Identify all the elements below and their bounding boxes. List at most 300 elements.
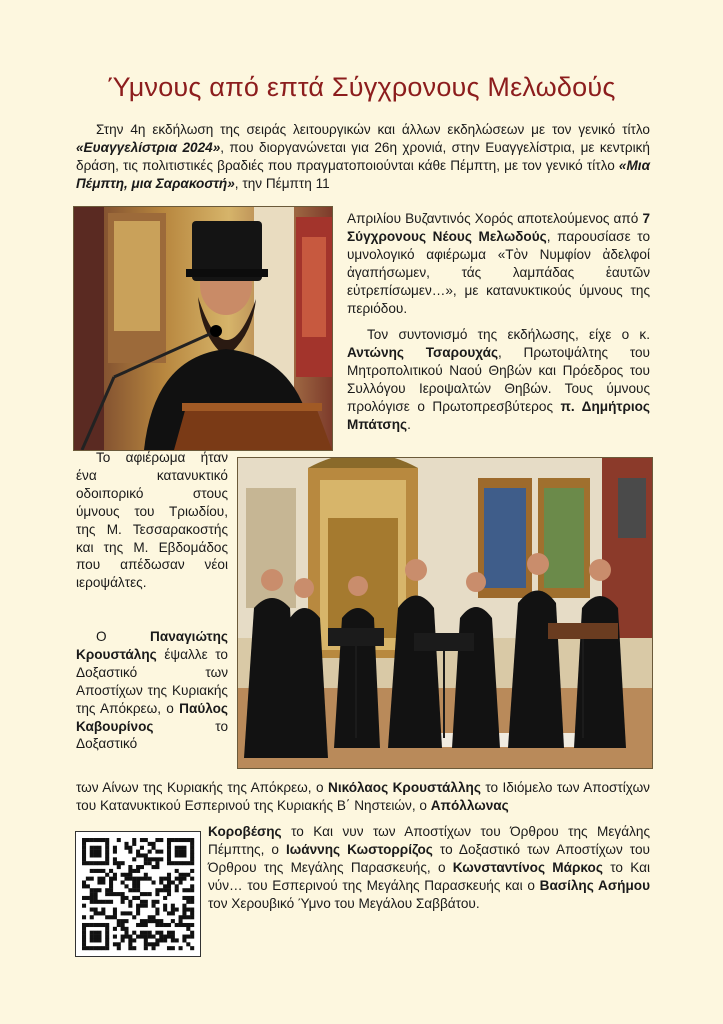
qr-module	[144, 892, 148, 896]
qr-module	[144, 904, 148, 908]
qr-module	[163, 938, 167, 942]
qr-module	[97, 900, 101, 904]
qr-module	[97, 850, 101, 854]
qr-module	[140, 935, 144, 939]
qr-module	[148, 850, 152, 854]
qr-module	[167, 931, 171, 935]
qr-module	[190, 850, 194, 854]
qr-module	[155, 838, 159, 842]
qr-module	[190, 915, 194, 919]
qr-module	[117, 892, 121, 896]
qr-module	[128, 900, 132, 904]
article-title: Ύμνους από επτά Σύγχρονους Μελωδούς	[107, 72, 616, 102]
qr-module	[101, 861, 105, 865]
qr-module	[140, 838, 144, 842]
qr-module	[167, 850, 171, 854]
qr-module	[90, 900, 94, 904]
qr-module	[136, 865, 140, 869]
qr-module	[152, 900, 156, 904]
qr-module	[90, 846, 94, 850]
qr-module	[97, 935, 101, 939]
qr-module	[101, 911, 105, 915]
qr-module	[132, 938, 136, 942]
qr-module	[182, 938, 186, 942]
qr-module	[190, 900, 194, 904]
qr-module	[186, 861, 190, 865]
qr-module	[144, 838, 148, 842]
qr-module	[113, 857, 117, 861]
qr-module	[109, 880, 113, 884]
qr-module	[124, 846, 128, 850]
qr-module	[86, 861, 90, 865]
qr-module	[182, 861, 186, 865]
qr-module	[105, 850, 109, 854]
qr-module	[82, 935, 86, 939]
qr-module	[175, 884, 179, 888]
qr-module	[182, 850, 186, 854]
qr-module	[152, 915, 156, 919]
qr-module	[159, 923, 163, 927]
qr-module	[190, 857, 194, 861]
qr-module	[109, 900, 113, 904]
qr-module	[167, 884, 171, 888]
qr-module	[113, 846, 117, 850]
qr-module	[182, 935, 186, 939]
qr-code[interactable]	[75, 831, 201, 957]
qr-module	[152, 942, 156, 946]
qr-module	[90, 915, 94, 919]
qr-module	[97, 938, 101, 942]
qr-module	[190, 853, 194, 857]
qr-module	[136, 869, 140, 873]
qr-module	[148, 919, 152, 923]
qr-module	[175, 923, 179, 927]
qr-module	[175, 888, 179, 892]
qr-module	[167, 935, 171, 939]
qr-module	[90, 938, 94, 942]
qr-module	[105, 888, 109, 892]
qr-module	[90, 850, 94, 854]
qr-module	[179, 838, 183, 842]
qr-module	[94, 861, 98, 865]
singer-2-name: Παύλος Καβουρίνος	[76, 700, 228, 734]
qr-module	[90, 935, 94, 939]
qr-module	[101, 946, 105, 950]
bottom-text-2: το Δοξαστικό των Αποστίχων του Όρθρου της Μεγάλης Παρασκευής, ο	[208, 841, 650, 875]
right2-text-3: .	[407, 416, 411, 432]
qr-module	[97, 861, 101, 865]
qr-module	[94, 853, 98, 857]
qr-module	[186, 888, 190, 892]
qr-module	[179, 873, 183, 877]
qr-module	[128, 846, 132, 850]
qr-module	[179, 946, 183, 950]
qr-module	[124, 842, 128, 846]
qr-module	[121, 880, 125, 884]
qr-module	[117, 838, 121, 842]
qr-module	[113, 908, 117, 912]
qr-module	[82, 846, 86, 850]
qr-module	[167, 888, 171, 892]
qr-module	[90, 946, 94, 950]
qr-module	[90, 908, 94, 912]
qr-module	[171, 904, 175, 908]
qr-module	[82, 838, 86, 842]
qr-module	[155, 865, 159, 869]
qr-module	[128, 869, 132, 873]
qr-module	[132, 838, 136, 842]
qr-module	[152, 946, 156, 950]
qr-module	[148, 935, 152, 939]
intro-text-3: , την Πέμπτη 11	[234, 175, 330, 191]
qr-module	[152, 880, 156, 884]
qr-module	[105, 931, 109, 935]
qr-module	[82, 942, 86, 946]
left-column-paragraph-2	[76, 628, 228, 753]
qr-module	[155, 938, 159, 942]
qr-module	[175, 846, 179, 850]
qr-module	[182, 853, 186, 857]
qr-module	[186, 838, 190, 842]
qr-module	[124, 896, 128, 900]
qr-module	[82, 927, 86, 931]
qr-module	[140, 892, 144, 896]
qr-module	[182, 888, 186, 892]
qr-module	[105, 846, 109, 850]
qr-module	[148, 842, 152, 846]
qr-module	[90, 861, 94, 865]
intro-text-1: Στην 4η εκδήλωση της σειράς λειτουργικών και άλλων εκδηλώσεων με τον γενικό τίτλο	[96, 122, 650, 137]
bottom-text-3: το Και νύν… του Εσπερινού της Μεγάλης Παρασκευής και ο	[208, 859, 650, 893]
qr-module	[86, 896, 90, 900]
qr-module	[155, 900, 159, 904]
qr-module	[128, 877, 132, 881]
qr-module	[155, 911, 159, 915]
qr-module	[190, 911, 194, 915]
qr-module	[155, 919, 159, 923]
qr-module	[136, 911, 140, 915]
singer-5-name: Ιωάννης Κωστορρίζος	[285, 841, 433, 857]
qr-module	[101, 869, 105, 873]
qr-module	[117, 919, 121, 923]
qr-module	[113, 861, 117, 865]
qr-module	[132, 869, 136, 873]
qr-module	[82, 880, 86, 884]
qr-module	[171, 861, 175, 865]
qr-module	[152, 865, 156, 869]
qr-module	[86, 884, 90, 888]
qr-module	[132, 880, 136, 884]
qr-module	[186, 935, 190, 939]
qr-module	[159, 931, 163, 935]
right-column-paragraph-2	[347, 326, 650, 433]
qr-module	[159, 877, 163, 881]
qr-module	[190, 838, 194, 842]
qr-module	[105, 942, 109, 946]
qr-module	[128, 865, 132, 869]
qr-module	[132, 931, 136, 935]
qr-module	[124, 919, 128, 923]
qr-module	[132, 842, 136, 846]
qr-module	[144, 938, 148, 942]
qr-module	[171, 838, 175, 842]
qr-module	[186, 927, 190, 931]
qr-module	[152, 846, 156, 850]
qr-module	[155, 931, 159, 935]
qr-module	[163, 904, 167, 908]
qr-module	[82, 904, 86, 908]
qr-module	[140, 877, 144, 881]
qr-module	[82, 857, 86, 861]
qr-module	[190, 861, 194, 865]
qr-module	[94, 846, 98, 850]
qr-module	[182, 904, 186, 908]
qr-module	[105, 900, 109, 904]
qr-module	[101, 908, 105, 912]
qr-module	[97, 846, 101, 850]
qr-module	[140, 931, 144, 935]
qr-module	[132, 884, 136, 888]
qr-module	[97, 923, 101, 927]
qr-module	[105, 938, 109, 942]
qr-module	[94, 946, 98, 950]
qr-module	[97, 888, 101, 892]
qr-module	[148, 857, 152, 861]
qr-module	[144, 900, 148, 904]
qr-module	[167, 838, 171, 842]
event-series-title: «Ευαγγελίστρια 2024»	[76, 139, 221, 155]
qr-module	[179, 853, 183, 857]
qr-module	[140, 919, 144, 923]
qr-module	[190, 877, 194, 881]
qr-module	[128, 911, 132, 915]
qr-module	[167, 946, 171, 950]
qr-module	[167, 857, 171, 861]
qr-module	[105, 946, 109, 950]
qr-module	[171, 908, 175, 912]
qr-module	[101, 877, 105, 881]
qr-module	[155, 888, 159, 892]
qr-module	[124, 935, 128, 939]
right2-text-1: Τον συντονισμό της εκδήλωσης, είχε ο κ.	[367, 327, 650, 342]
qr-module	[148, 861, 152, 865]
qr-module	[113, 927, 117, 931]
qr-module	[128, 946, 132, 950]
priest-photo	[73, 206, 333, 451]
qr-module	[128, 873, 132, 877]
qr-module	[179, 923, 183, 927]
qr-module	[159, 935, 163, 939]
qr-module	[152, 842, 156, 846]
qr-module	[101, 900, 105, 904]
qr-module	[101, 923, 105, 927]
qr-module	[171, 935, 175, 939]
qr-module	[113, 942, 117, 946]
qr-module	[105, 915, 109, 919]
left1-text: Το αφιέρωμα ήταν ένα κατανυκτικό οδοιπορικό στους ύμνους του Τριωδίου, της Μ. Τεσσαρακοστής και της Μ. Εβδομάδος που απέδωσαν νέοι ιεροψάλτες.	[76, 450, 228, 591]
qr-module	[132, 896, 136, 900]
qr-module	[124, 911, 128, 915]
qr-module	[132, 946, 136, 950]
qr-module	[82, 896, 86, 900]
qr-module	[182, 911, 186, 915]
qr-module	[132, 915, 136, 919]
qr-module	[175, 850, 179, 854]
qr-module	[136, 908, 140, 912]
qr-module	[97, 853, 101, 857]
qr-module	[190, 846, 194, 850]
qr-module	[182, 877, 186, 881]
qr-module	[94, 888, 98, 892]
bottom-paragraph	[208, 823, 650, 913]
qr-module	[86, 877, 90, 881]
qr-module	[152, 904, 156, 908]
qr-module	[90, 888, 94, 892]
qr-module	[159, 919, 163, 923]
qr-module	[148, 942, 152, 946]
qr-module	[121, 927, 125, 931]
qr-module	[159, 850, 163, 854]
left-column-paragraph-1	[76, 449, 228, 592]
qr-module	[94, 935, 98, 939]
qr-module	[148, 877, 152, 881]
qr-module	[136, 904, 140, 908]
qr-module	[163, 923, 167, 927]
qr-module	[175, 877, 179, 881]
qr-module	[140, 923, 144, 927]
qr-module	[163, 908, 167, 912]
left2-text-3: το Δοξαστικό	[76, 718, 228, 752]
choir-image	[238, 458, 652, 768]
qr-module	[152, 857, 156, 861]
qr-module	[97, 931, 101, 935]
qr-module	[167, 880, 171, 884]
singer-3-name: Νικόλαος Κρουστάλλης	[328, 780, 481, 795]
qr-module	[136, 935, 140, 939]
qr-module	[175, 838, 179, 842]
qr-module	[128, 904, 132, 908]
qr-module	[140, 865, 144, 869]
qr-module	[190, 869, 194, 873]
priest-reading-image	[74, 207, 332, 450]
qr-module	[94, 923, 98, 927]
qr-module	[171, 946, 175, 950]
qr-module	[121, 919, 125, 923]
qr-module	[82, 861, 86, 865]
qr-module	[105, 892, 109, 896]
qr-module	[190, 896, 194, 900]
qr-module	[175, 853, 179, 857]
qr-module	[90, 931, 94, 935]
qr-module	[182, 838, 186, 842]
qr-module	[97, 880, 101, 884]
qr-module	[94, 896, 98, 900]
qr-module	[121, 892, 125, 896]
qr-module	[163, 896, 167, 900]
intro-text-2: , που διοργανώνεται για 26η χρονιά, στην Ευαγγελίστρια, με κεντρική δράση, τις πολιτιστικές βραδιές που πραγματοποιούνται κάθε Πέμπτη, με τον γενικό τίτλο	[76, 139, 650, 173]
qr-module	[190, 946, 194, 950]
qr-module	[179, 915, 183, 919]
qr-module	[113, 877, 117, 881]
qr-module	[155, 850, 159, 854]
qr-module	[82, 946, 86, 950]
right1-text-1: Απριλίου Βυζαντινός Χορός αποτελούμενος από	[347, 211, 643, 226]
qr-module	[175, 938, 179, 942]
qr-module	[186, 900, 190, 904]
qr-module	[182, 915, 186, 919]
qr-module	[121, 935, 125, 939]
qr-module	[105, 923, 109, 927]
qr-module	[90, 892, 94, 896]
qr-module	[101, 838, 105, 842]
qr-module	[90, 896, 94, 900]
qr-module	[128, 935, 132, 939]
qr-module	[136, 880, 140, 884]
qr-module	[179, 850, 183, 854]
qr-module	[113, 935, 117, 939]
qr-module	[190, 888, 194, 892]
qr-module	[124, 877, 128, 881]
qr-module	[86, 923, 90, 927]
qr-module	[82, 853, 86, 857]
qr-module	[128, 942, 132, 946]
qr-module	[101, 880, 105, 884]
qr-module	[136, 884, 140, 888]
left2-text-1: Ο	[96, 629, 151, 644]
qr-module	[124, 931, 128, 935]
qr-module	[144, 857, 148, 861]
qr-module	[190, 842, 194, 846]
qr-module	[109, 884, 113, 888]
ensemble-name: 7 Σύγχρονους Νέους Μελωδούς	[347, 211, 650, 244]
full-width-paragraph	[76, 779, 650, 815]
qr-module	[121, 923, 125, 927]
qr-module	[175, 861, 179, 865]
qr-module	[148, 931, 152, 935]
qr-module	[113, 915, 117, 919]
choir-photo	[237, 457, 653, 769]
right2-text-2: , Πρωτοψάλτης του Μητροπολιτικού Ναού Θηβών και Πρόεδρος του Συλλόγου Ιεροψαλτών Θηβών. Τους ύμνους προλόγισε ο Πρωτοπρεσβύτερος	[347, 344, 650, 414]
qr-module	[117, 861, 121, 865]
qr-module	[186, 942, 190, 946]
qr-module	[109, 869, 113, 873]
qr-module	[121, 873, 125, 877]
left2-text-2: έψαλλε το Δοξαστικό των Αποστίχων της Κυριακής της Απόκρεω, ο	[76, 646, 228, 716]
qr-module	[97, 838, 101, 842]
qr-module	[163, 884, 167, 888]
qr-module	[155, 923, 159, 927]
qr-module	[105, 935, 109, 939]
qr-module	[144, 942, 148, 946]
qr-module	[136, 896, 140, 900]
qr-module	[144, 946, 148, 950]
qr-module	[155, 857, 159, 861]
qr-module	[175, 908, 179, 912]
qr-module	[97, 946, 101, 950]
qr-module	[148, 892, 152, 896]
qr-module	[144, 923, 148, 927]
qr-module	[140, 853, 144, 857]
qr-module	[140, 904, 144, 908]
qr-module	[132, 857, 136, 861]
qr-module	[94, 850, 98, 854]
qr-module	[121, 938, 125, 942]
qr-module	[136, 877, 140, 881]
qr-module	[186, 908, 190, 912]
qr-code-icon	[76, 832, 200, 956]
qr-module	[105, 853, 109, 857]
qr-module	[163, 935, 167, 939]
